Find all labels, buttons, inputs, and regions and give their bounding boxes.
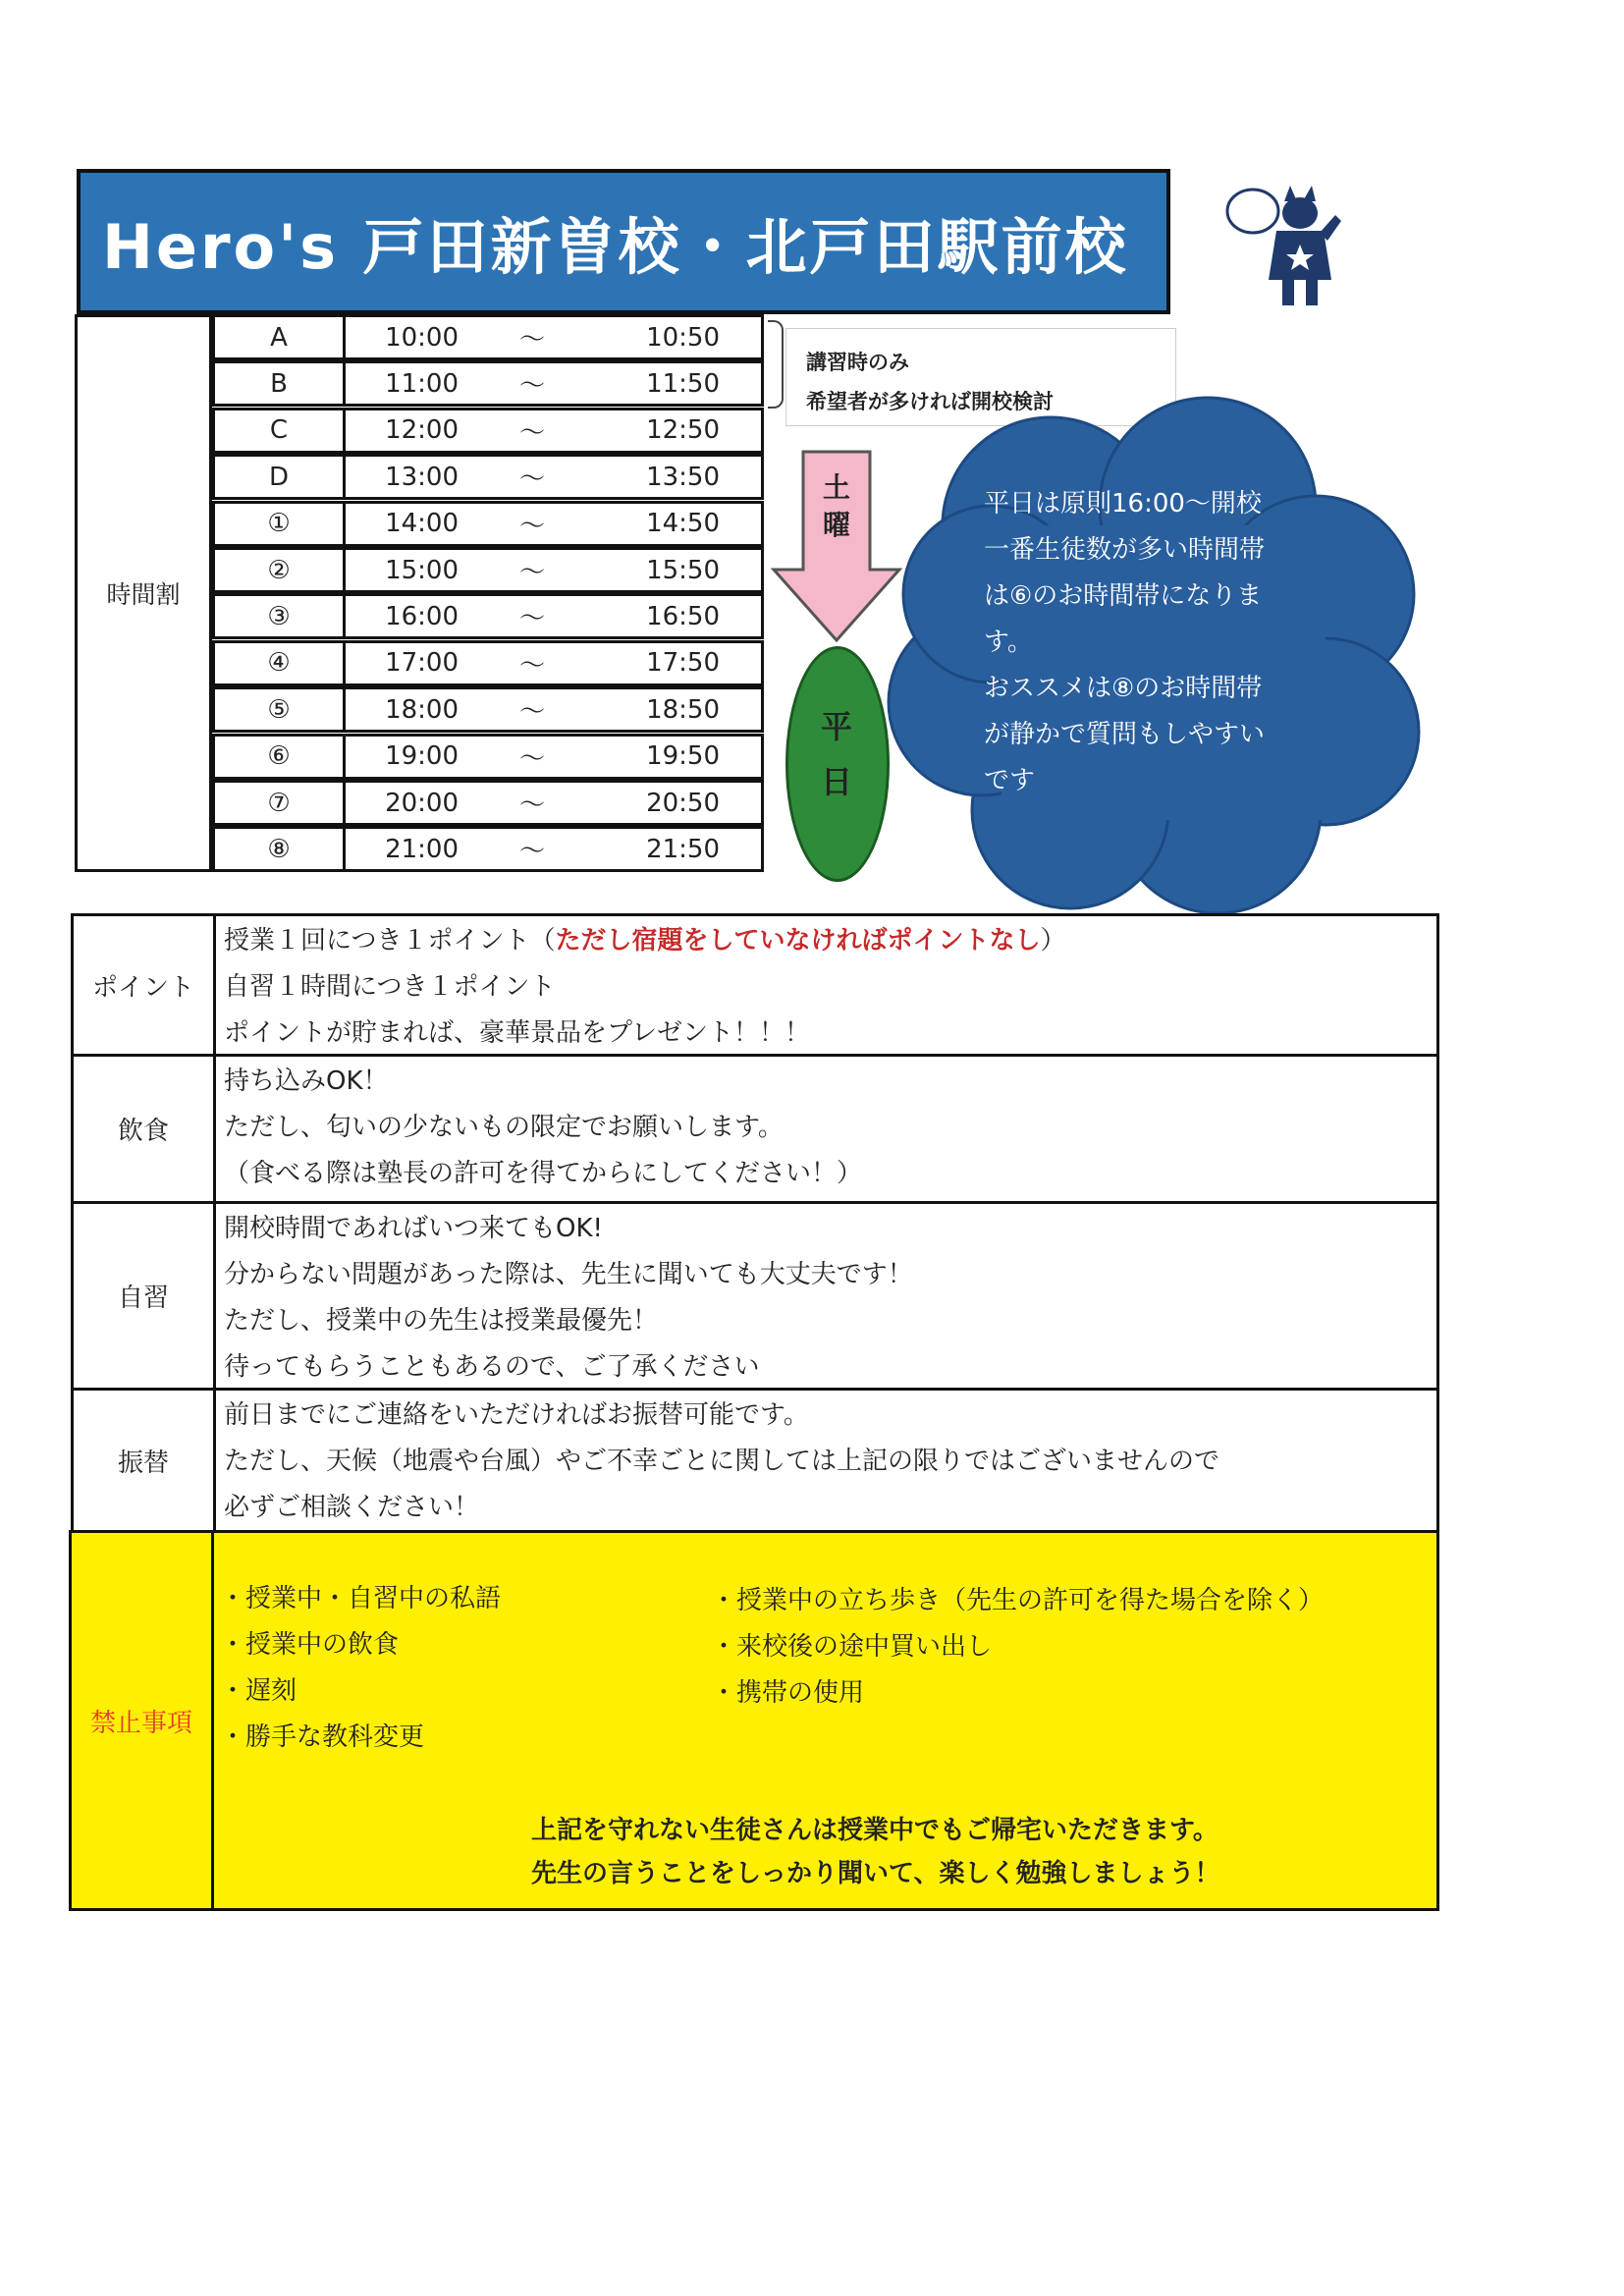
tilde: 〜 [518, 371, 545, 402]
tilde: 〜 [518, 511, 545, 541]
tilde: 〜 [518, 417, 545, 448]
rule-line: 分からない問題があった際は、先生に聞いても大丈夫です！ [224, 1260, 913, 1289]
tilde: 〜 [518, 743, 545, 774]
slot-label: A [215, 317, 346, 357]
schedule-row [212, 408, 764, 454]
schedule-row [212, 780, 764, 826]
schedule-row [212, 686, 764, 733]
closing-line: 先生の言うことをしっかり聞いて、楽しく勉強しましょう！ [531, 1859, 1220, 1888]
slot-label: ① [215, 504, 346, 544]
tilde: 〜 [518, 650, 545, 681]
tilde: 〜 [518, 837, 545, 867]
rule-row-transfer [71, 1388, 1439, 1533]
slot-label: ④ [215, 643, 346, 683]
prohibited-item: ・来校後の途中買い出し [711, 1632, 993, 1662]
slot-label: C [215, 410, 346, 451]
rule-row-prohibited [69, 1530, 1439, 1911]
end-time: 14:50 [646, 509, 720, 539]
start-time: 16:00 [385, 601, 459, 631]
slot-label: ⑧ [215, 829, 346, 869]
start-time: 18:00 [385, 694, 459, 725]
end-time: 13:50 [646, 462, 720, 492]
rule-line: ただし、授業中の先生は授業最優先！ [224, 1306, 659, 1336]
schedule-row [212, 826, 764, 872]
schedule-row [212, 501, 764, 547]
prohibited-item: ・授業中の立ち歩き（先生の許可を得た場合を除く） [711, 1586, 1325, 1615]
slot-label: ⑦ [215, 783, 346, 823]
schedule-row [212, 593, 764, 639]
rule-line: 自習１時間につき１ポイント [224, 972, 556, 1002]
tilde: 〜 [518, 558, 545, 587]
schedule-row [212, 314, 764, 360]
slot-label: B [215, 363, 346, 404]
closing-line: 上記を守れない生徒さんは授業中でもご帰宅いただきます。 [531, 1816, 1218, 1845]
rule-line: 前日までにご連絡をいただければお振替可能です。 [224, 1400, 809, 1430]
weekday-info-text: 平日は原則16:00〜開校 一番生徒数が多い時間帯 は⑥のお時間帯になりま す。 おススメは⑧のお時間帯 が静かで質問もしやすい です [984, 489, 1266, 795]
rule-line: ポイントが貯まれば、豪華景品をプレゼント！！！ [224, 1018, 810, 1048]
slot-label: ⑤ [215, 689, 346, 730]
rule-label: 自習 [74, 1204, 216, 1388]
schedule-row [212, 734, 764, 780]
start-time: 14:00 [385, 509, 459, 539]
start-time: 13:00 [385, 462, 459, 492]
rule-line: 持ち込みOK！ [224, 1066, 389, 1096]
tilde: 〜 [518, 325, 545, 355]
brace-icon [768, 320, 784, 409]
start-time: 15:00 [385, 555, 459, 585]
rule-line: 待ってもらうこともあるので、ご了承ください [224, 1352, 760, 1382]
tilde: 〜 [518, 465, 545, 495]
schedule-row [212, 547, 764, 593]
tilde: 〜 [518, 604, 545, 634]
rule-line: ただし、天候（地震や台風）やご不幸ごとに関しては上記の限りではございませんので [224, 1447, 1220, 1476]
start-time: 19:00 [385, 741, 459, 772]
end-time: 15:50 [646, 555, 720, 585]
rule-line: 授業１回につき１ポイント（ただし宿題をしていなければポイントなし） [224, 926, 1066, 956]
rule-warning: ただし宿題をしていなければポイントなし [555, 926, 1041, 956]
slot-label: ② [215, 550, 346, 590]
schedule-row [212, 640, 764, 686]
start-time: 10:00 [385, 322, 459, 353]
slot-label: ③ [215, 596, 346, 636]
page-title: Hero's 戸田新曽校・北戸田駅前校 [102, 210, 1129, 283]
start-time: 21:00 [385, 834, 459, 864]
end-time: 20:50 [646, 788, 720, 818]
title-banner [77, 169, 1170, 314]
slot-label: D [215, 457, 346, 497]
end-time: 11:50 [646, 368, 720, 399]
schedule-label: 時間割 [75, 314, 212, 872]
rule-label: 飲食 [74, 1057, 216, 1201]
rule-line: ただし、匂いの少ないもの限定でお願いします。 [224, 1113, 784, 1142]
schedule-row [212, 454, 764, 500]
end-time: 10:50 [646, 322, 720, 353]
start-time: 12:00 [385, 415, 459, 446]
start-time: 17:00 [385, 648, 459, 679]
saturday-label: 土 曜 [822, 471, 850, 541]
end-time: 17:50 [646, 648, 720, 679]
rule-label: 禁止事項 [72, 1533, 214, 1908]
start-time: 11:00 [385, 368, 459, 399]
end-time: 21:50 [646, 834, 720, 864]
rule-row-self-study [71, 1201, 1439, 1391]
hero-mascot-icon [1225, 182, 1351, 309]
schedule-row [212, 360, 764, 407]
rule-line: （食べる際は塾長の許可を得てからにしてください！） [224, 1159, 863, 1188]
weekday-label: 平 日 [820, 708, 852, 800]
rule-row-food [71, 1054, 1439, 1204]
tilde: 〜 [518, 791, 545, 820]
end-time: 12:50 [646, 415, 720, 446]
start-time: 20:00 [385, 788, 459, 818]
prohibited-item: ・勝手な教科変更 [220, 1722, 425, 1752]
end-time: 16:50 [646, 601, 720, 631]
note-line: 希望者が多ければ開校検討 [806, 390, 1054, 413]
tilde: 〜 [518, 697, 545, 728]
rule-label: ポイント [74, 916, 216, 1054]
end-time: 19:50 [646, 741, 720, 772]
rule-row-points [71, 913, 1439, 1057]
prohibited-item: ・授業中・自習中の私語 [220, 1584, 502, 1613]
end-time: 18:50 [646, 694, 720, 725]
slot-label: ⑥ [215, 737, 346, 777]
note-line: 講習時のみ [806, 351, 909, 374]
rule-line: 開校時間であればいつ来てもOK! [224, 1214, 603, 1243]
rule-label: 振替 [74, 1391, 216, 1530]
rule-line: 必ずご相談ください！ [224, 1493, 480, 1522]
prohibited-item: ・授業中の飲食 [220, 1630, 400, 1660]
prohibited-item: ・携帯の使用 [711, 1678, 865, 1708]
prohibited-item: ・遅刻 [220, 1676, 298, 1706]
